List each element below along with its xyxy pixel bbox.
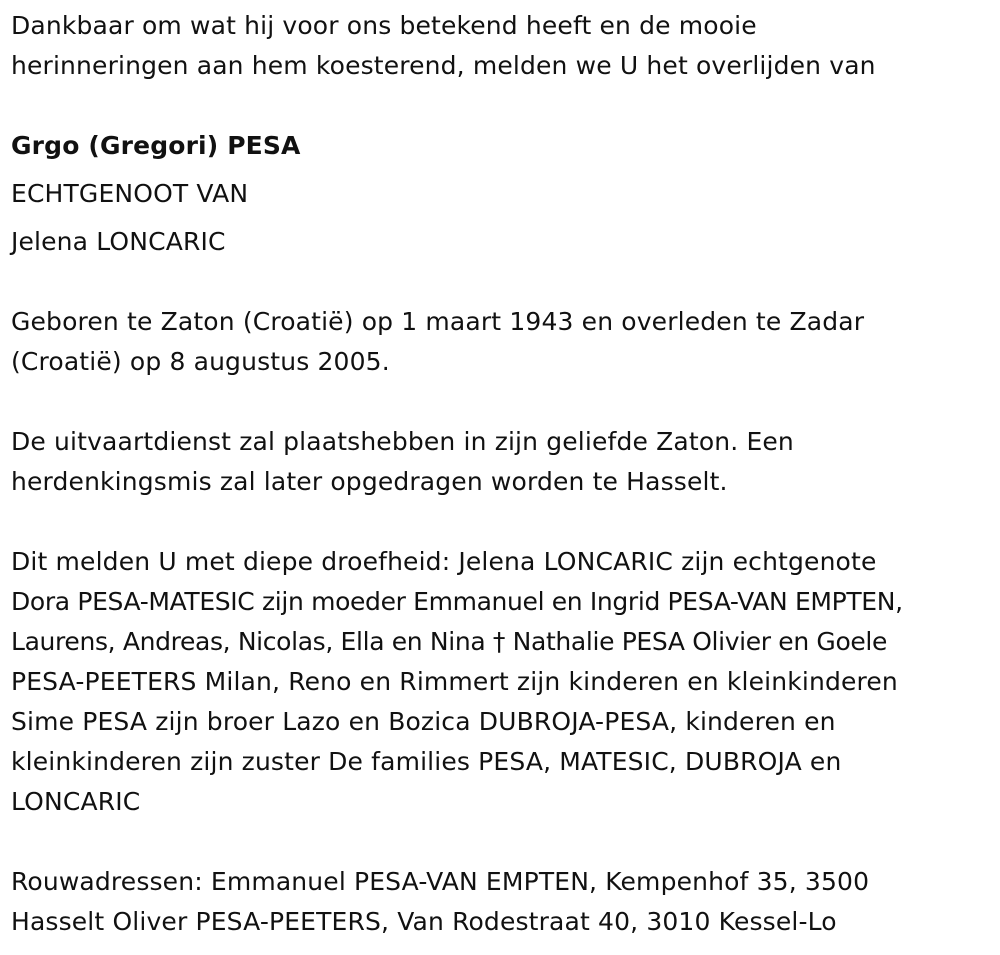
family-line-3: Laurens, Andreas, Nicolas, Ella en Nina † Nathalie PESA Olivier en Goele — [11, 627, 888, 656]
family-line-1: Dit melden U met diepe droefheid: Jelena LONCARIC zijn echtgenote — [11, 547, 877, 576]
address-line-2: Hasselt Oliver PESA-PEETERS, Van Rodestraat 40, 3010 Kessel-Lo — [11, 907, 837, 936]
service-line-2: herdenkingsmis zal later opgedragen worden te Hasselt. — [11, 467, 728, 496]
service-line-1: De uitvaartdienst zal plaatshebben in zijn geliefde Zaton. Een — [11, 427, 794, 456]
birth-death-line-2: (Croatië) op 8 augustus 2005. — [11, 347, 390, 376]
family-line-5: Sime PESA zijn broer Lazo en Bozica DUBROJA-PESA, kinderen en — [11, 707, 836, 736]
relation-label: ECHTGENOOT VAN — [11, 179, 249, 208]
intro-line-2: herinneringen aan hem koesterend, melden we U het overlijden van — [11, 51, 876, 80]
birth-death-line-1: Geboren te Zaton (Croatië) op 1 maart 1943 en overleden te Zadar — [11, 307, 865, 336]
deceased-name: Grgo (Gregori) PESA — [11, 131, 301, 160]
family-line-6: kleinkinderen zijn zuster De families PESA, MATESIC, DUBROJA en — [11, 747, 842, 776]
family-line-4: PESA-PEETERS Milan, Reno en Rimmert zijn kinderen en kleinkinderen — [11, 667, 898, 696]
address-line-1: Rouwadressen: Emmanuel PESA-VAN EMPTEN, Kempenhof 35, 3500 — [11, 867, 870, 896]
spouse-name: Jelena LONCARIC — [11, 227, 226, 256]
family-line-2: Dora PESA-MATESIC zijn moeder Emmanuel en Ingrid PESA-VAN EMPTEN, — [11, 587, 903, 616]
intro-line-1: Dankbaar om wat hij voor ons betekend heeft en de mooie — [11, 11, 757, 40]
family-line-7: LONCARIC — [11, 787, 141, 816]
